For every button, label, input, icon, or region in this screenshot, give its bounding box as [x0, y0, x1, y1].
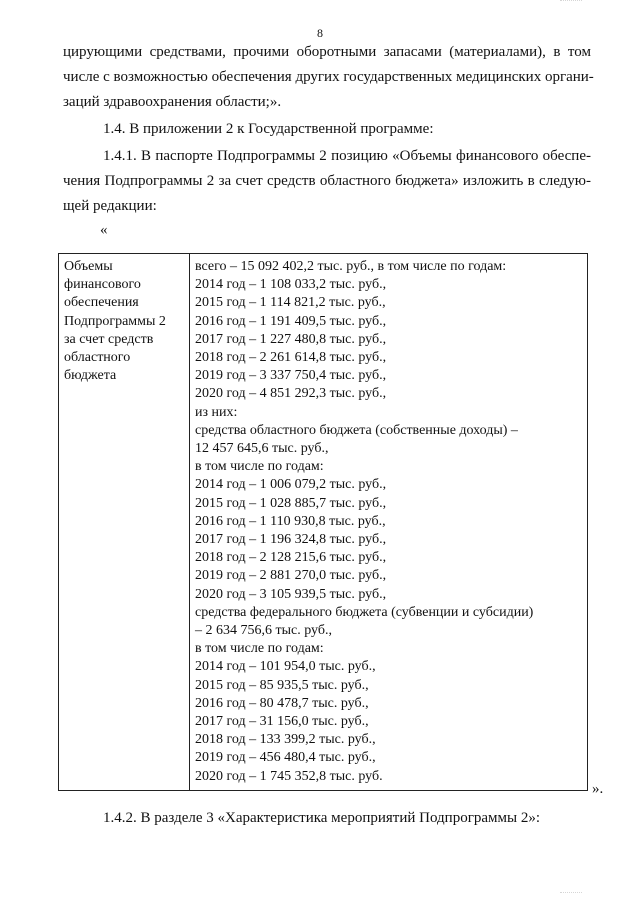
funding-line: 2020 год – 4 851 292,3 тыс. руб.,	[195, 386, 387, 402]
opening-quote-mark: «	[100, 222, 108, 238]
label-line: за счет средств	[64, 331, 154, 347]
paragraph-line: 1.4. В приложении 2 к Государственной программе:	[103, 121, 434, 137]
funding-line: 2016 год – 80 478,7 тыс. руб.,	[195, 695, 369, 711]
funding-line: 2017 год – 31 156,0 тыс. руб.,	[195, 714, 369, 730]
paragraph-line: щей редакции:	[63, 198, 157, 214]
scan-corner-mark-bottom	[560, 892, 582, 897]
funding-line: 2018 год – 2 128 215,6 тыс. руб.,	[195, 550, 387, 566]
funding-line: из них:	[195, 404, 238, 420]
table-cell-label	[59, 254, 190, 791]
scan-corner-mark	[560, 0, 582, 5]
funding-line: 2015 год – 1 028 885,7 тыс. руб.,	[195, 495, 387, 511]
label-line: обеспечения	[64, 295, 139, 311]
paragraph-line: 1.4.1. В паспорте Подпрограммы 2 позицию «Объемы финансового обеспе-	[103, 148, 591, 164]
table-row	[59, 254, 588, 791]
funding-line: 2018 год – 2 261 614,8 тыс. руб.,	[195, 350, 387, 366]
label-line: Объемы	[64, 259, 113, 274]
label-line: бюджета	[64, 368, 117, 384]
funding-passport-table	[58, 253, 588, 791]
paragraph-line: чения Подпрограммы 2 за счет средств областного бюджета» изложить в следую-	[63, 173, 591, 189]
page-number: 8	[317, 26, 323, 40]
funding-line: 2018 год – 133 399,2 тыс. руб.,	[195, 732, 376, 748]
paragraph-continuation	[63, 40, 594, 115]
funding-line: средства областного бюджета (собственные доходы) –	[195, 422, 518, 438]
paragraph-line: числе с возможностью обеспечения других государственных медицинских органи-	[63, 69, 594, 85]
label-line: финансового	[64, 277, 141, 293]
funding-line: 2017 год – 1 196 324,8 тыс. руб.,	[195, 532, 387, 548]
funding-line: 2016 год – 1 191 409,5 тыс. руб.,	[195, 313, 387, 329]
funding-line: средства федерального бюджета (субвенции и субсидии)	[195, 604, 534, 620]
funding-line: 2020 год – 3 105 939,5 тыс. руб.,	[195, 586, 387, 602]
paragraph-1-4-2: 1.4.2. В разделе 3 «Характеристика мероприятий Подпрограммы 2»:	[103, 810, 540, 826]
funding-line: 2014 год – 1 108 033,2 тыс. руб.,	[195, 277, 387, 293]
closing-quote-mark: ».	[592, 781, 604, 797]
funding-line: 2015 год – 85 935,5 тыс. руб.,	[195, 677, 369, 693]
paragraph-line: заций здравоохранения области;».	[63, 94, 282, 110]
table-cell-funding-values	[190, 254, 588, 791]
funding-line: – 2 634 756,6 тыс. руб.,	[195, 623, 332, 639]
funding-line: 2014 год – 1 006 079,2 тыс. руб.,	[195, 477, 387, 493]
funding-line: всего – 15 092 402,2 тыс. руб., в том числе по годам:	[195, 259, 507, 274]
funding-line: 2014 год – 101 954,0 тыс. руб.,	[195, 659, 376, 675]
paragraph-1-4	[63, 117, 591, 142]
funding-line: в том числе по годам:	[195, 459, 324, 475]
label-line: областного	[64, 350, 131, 366]
paragraph-1-4-1	[63, 144, 591, 219]
funding-line: 2019 год – 3 337 750,4 тыс. руб.,	[195, 368, 387, 384]
funding-line: в том числе по годам:	[195, 641, 324, 657]
funding-line: 2016 год – 1 110 930,8 тыс. руб.,	[195, 513, 386, 529]
paragraph-line: цирующими средствами, прочими оборотными запасами (материалами), в том	[63, 44, 591, 60]
label-line: Подпрограммы 2	[64, 313, 166, 329]
funding-line: 2019 год – 456 480,4 тыс. руб.,	[195, 750, 376, 766]
funding-line: 2020 год – 1 745 352,8 тыс. руб.	[195, 768, 383, 784]
funding-line: 2017 год – 1 227 480,8 тыс. руб.,	[195, 331, 387, 347]
funding-line: 12 457 645,6 тыс. руб.,	[195, 441, 329, 457]
funding-line: 2019 год – 2 881 270,0 тыс. руб.,	[195, 568, 387, 584]
funding-line: 2015 год – 1 114 821,2 тыс. руб.,	[195, 295, 386, 311]
